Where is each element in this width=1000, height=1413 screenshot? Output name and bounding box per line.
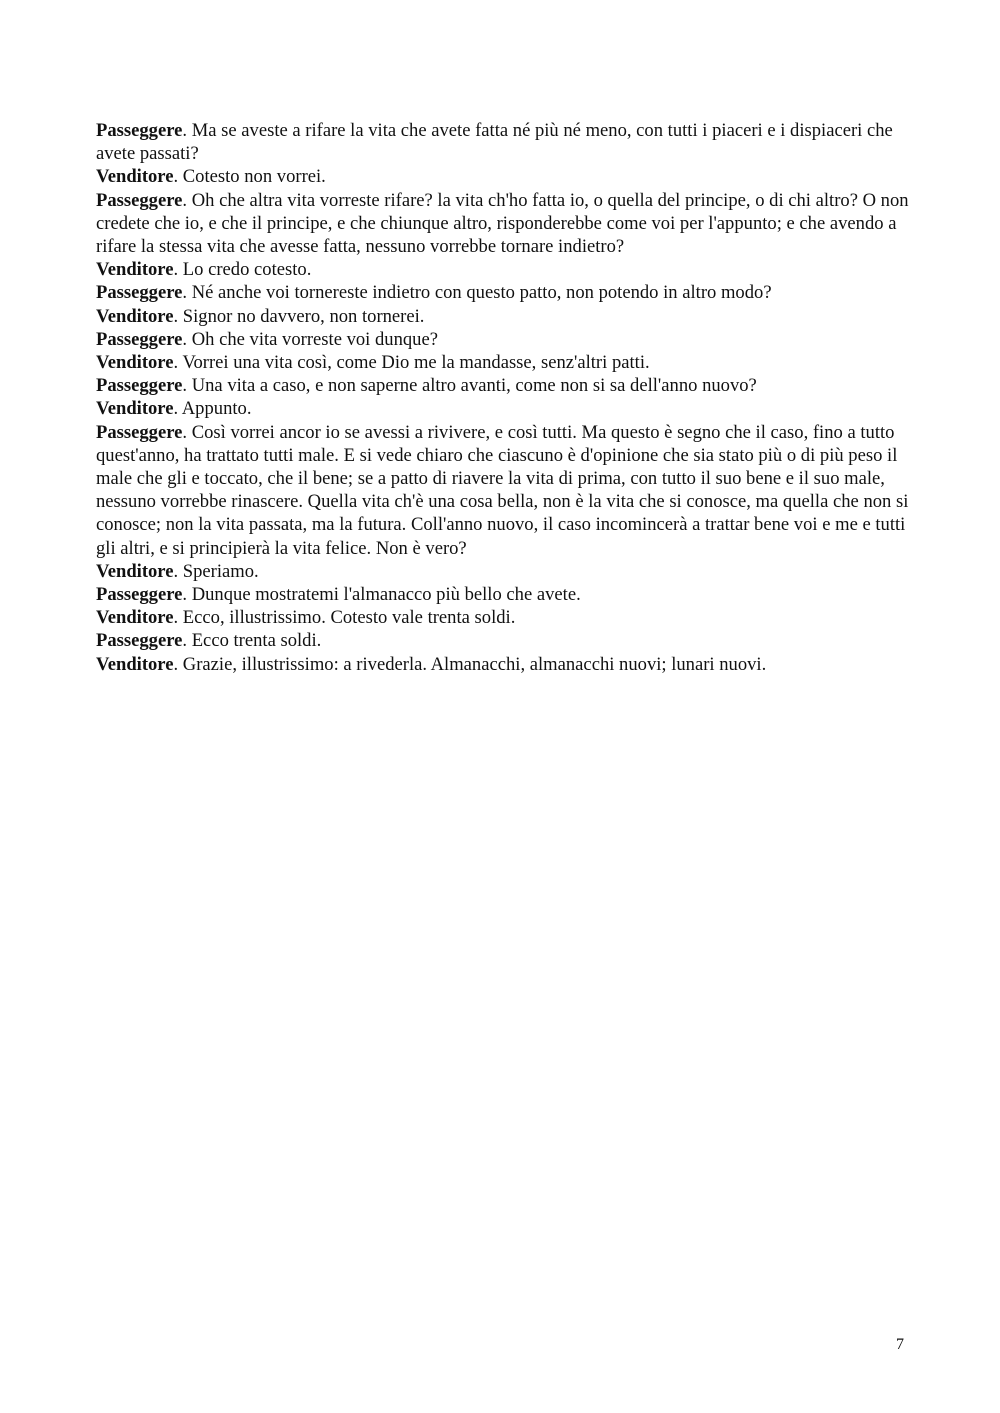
dialogue-text: . Lo credo cotesto. [173, 259, 312, 281]
speaker-name: Passeggere [96, 630, 183, 652]
speaker-name: Venditore [96, 352, 174, 374]
speaker-name: Venditore [96, 560, 174, 582]
dialogue-text: . Speriamo. [173, 560, 259, 582]
dialogue-text: . Oh che altra vita vorreste rifare? la vita ch'ho fatta io, o quella del principe, o di chi altro? O non credete che io, e che il principe, e che chiunque altro, risponderebbe come voi per l'appunto; e che avendo a rifare la stessa vita che avesse fatta, nessuno vorrebbe tornare indietro? [96, 189, 909, 258]
dialogue-text: . Così vorrei ancor io se avessi a rivivere, e così tutti. Ma questo è segno che il caso, fino a tutto quest'anno, ha trattato tutti male. E si vede chiaro che ciascuno è d'opinione che sia stato più o di più peso il male che gli e toccato, che il bene; se a patto di riavere la vita di prima, con tutto il suo bene e il suo male, nessuno vorrebbe rinascere. Quella vita ch'è una cosa bella, non è la vita che si conosce, ma quella che non si conosce; non la vita passata, ma la futura. Coll'anno nuovo, il caso incomincerà a trattar bene voi e me e tutti gli altri, e si principierà la vita felice. Non è vero? [96, 421, 909, 559]
speaker-name: Passeggere [96, 584, 183, 606]
dialogue-text: . Ecco, illustrissimo. Cotesto vale trenta soldi. [173, 607, 516, 629]
dialogue-line [96, 119, 911, 165]
dialogue-line [96, 583, 911, 606]
dialogue-line [96, 397, 911, 420]
dialogue-line [96, 351, 911, 374]
speaker-name: Venditore [96, 305, 174, 327]
speaker-name: Passeggere [96, 282, 183, 304]
dialogue-text: . Appunto. [173, 398, 252, 420]
speaker-name: Passeggere [96, 120, 183, 141]
dialogue-text: . Signor no davvero, non tornerei. [173, 305, 425, 327]
dialogue-line [96, 606, 911, 629]
page-number: 7 [896, 1336, 904, 1353]
dialogue-line [96, 165, 911, 188]
speaker-name: Venditore [96, 653, 174, 675]
dialogue-line [96, 560, 911, 583]
dialogue-line [96, 374, 911, 397]
dialogue-line [96, 305, 911, 328]
speaker-name: Passeggere [96, 375, 183, 397]
speaker-name: Passeggere [96, 421, 183, 443]
document-body [96, 119, 911, 676]
dialogue-text: . Ma se aveste a rifare la vita che avete fatta né più né meno, con tutti i piaceri e i dispiaceri che avete passati? [96, 120, 893, 165]
dialogue-line [96, 328, 911, 351]
dialogue-text: . Oh che vita vorreste voi dunque? [182, 328, 438, 350]
dialogue-line [96, 629, 911, 652]
dialogue-text: . Né anche voi tornereste indietro con questo patto, non potendo in altro modo? [182, 282, 772, 304]
dialogue-line [96, 653, 911, 676]
dialogue-line [96, 189, 911, 259]
speaker-name: Passeggere [96, 328, 183, 350]
dialogue-text: . Grazie, illustrissimo: a rivederla. Almanacchi, almanacchi nuovi; lunari nuovi. [173, 653, 767, 675]
dialogue-text: . Una vita a caso, e non saperne altro avanti, come non si sa dell'anno nuovo? [182, 375, 757, 397]
dialogue-line [96, 421, 911, 560]
dialogue-line [96, 258, 911, 281]
dialogue-text: . Cotesto non vorrei. [173, 166, 326, 188]
dialogue-line [96, 281, 911, 304]
dialogue-text: . Vorrei una vita così, come Dio me la mandasse, senz'altri patti. [173, 352, 650, 374]
dialogue-text: . Ecco trenta soldi. [182, 630, 322, 652]
speaker-name: Venditore [96, 398, 174, 420]
speaker-name: Venditore [96, 259, 174, 281]
speaker-name: Venditore [96, 607, 174, 629]
speaker-name: Venditore [96, 166, 174, 188]
dialogue-text: . Dunque mostratemi l'almanacco più bello che avete. [182, 584, 581, 606]
speaker-name: Passeggere [96, 189, 183, 211]
